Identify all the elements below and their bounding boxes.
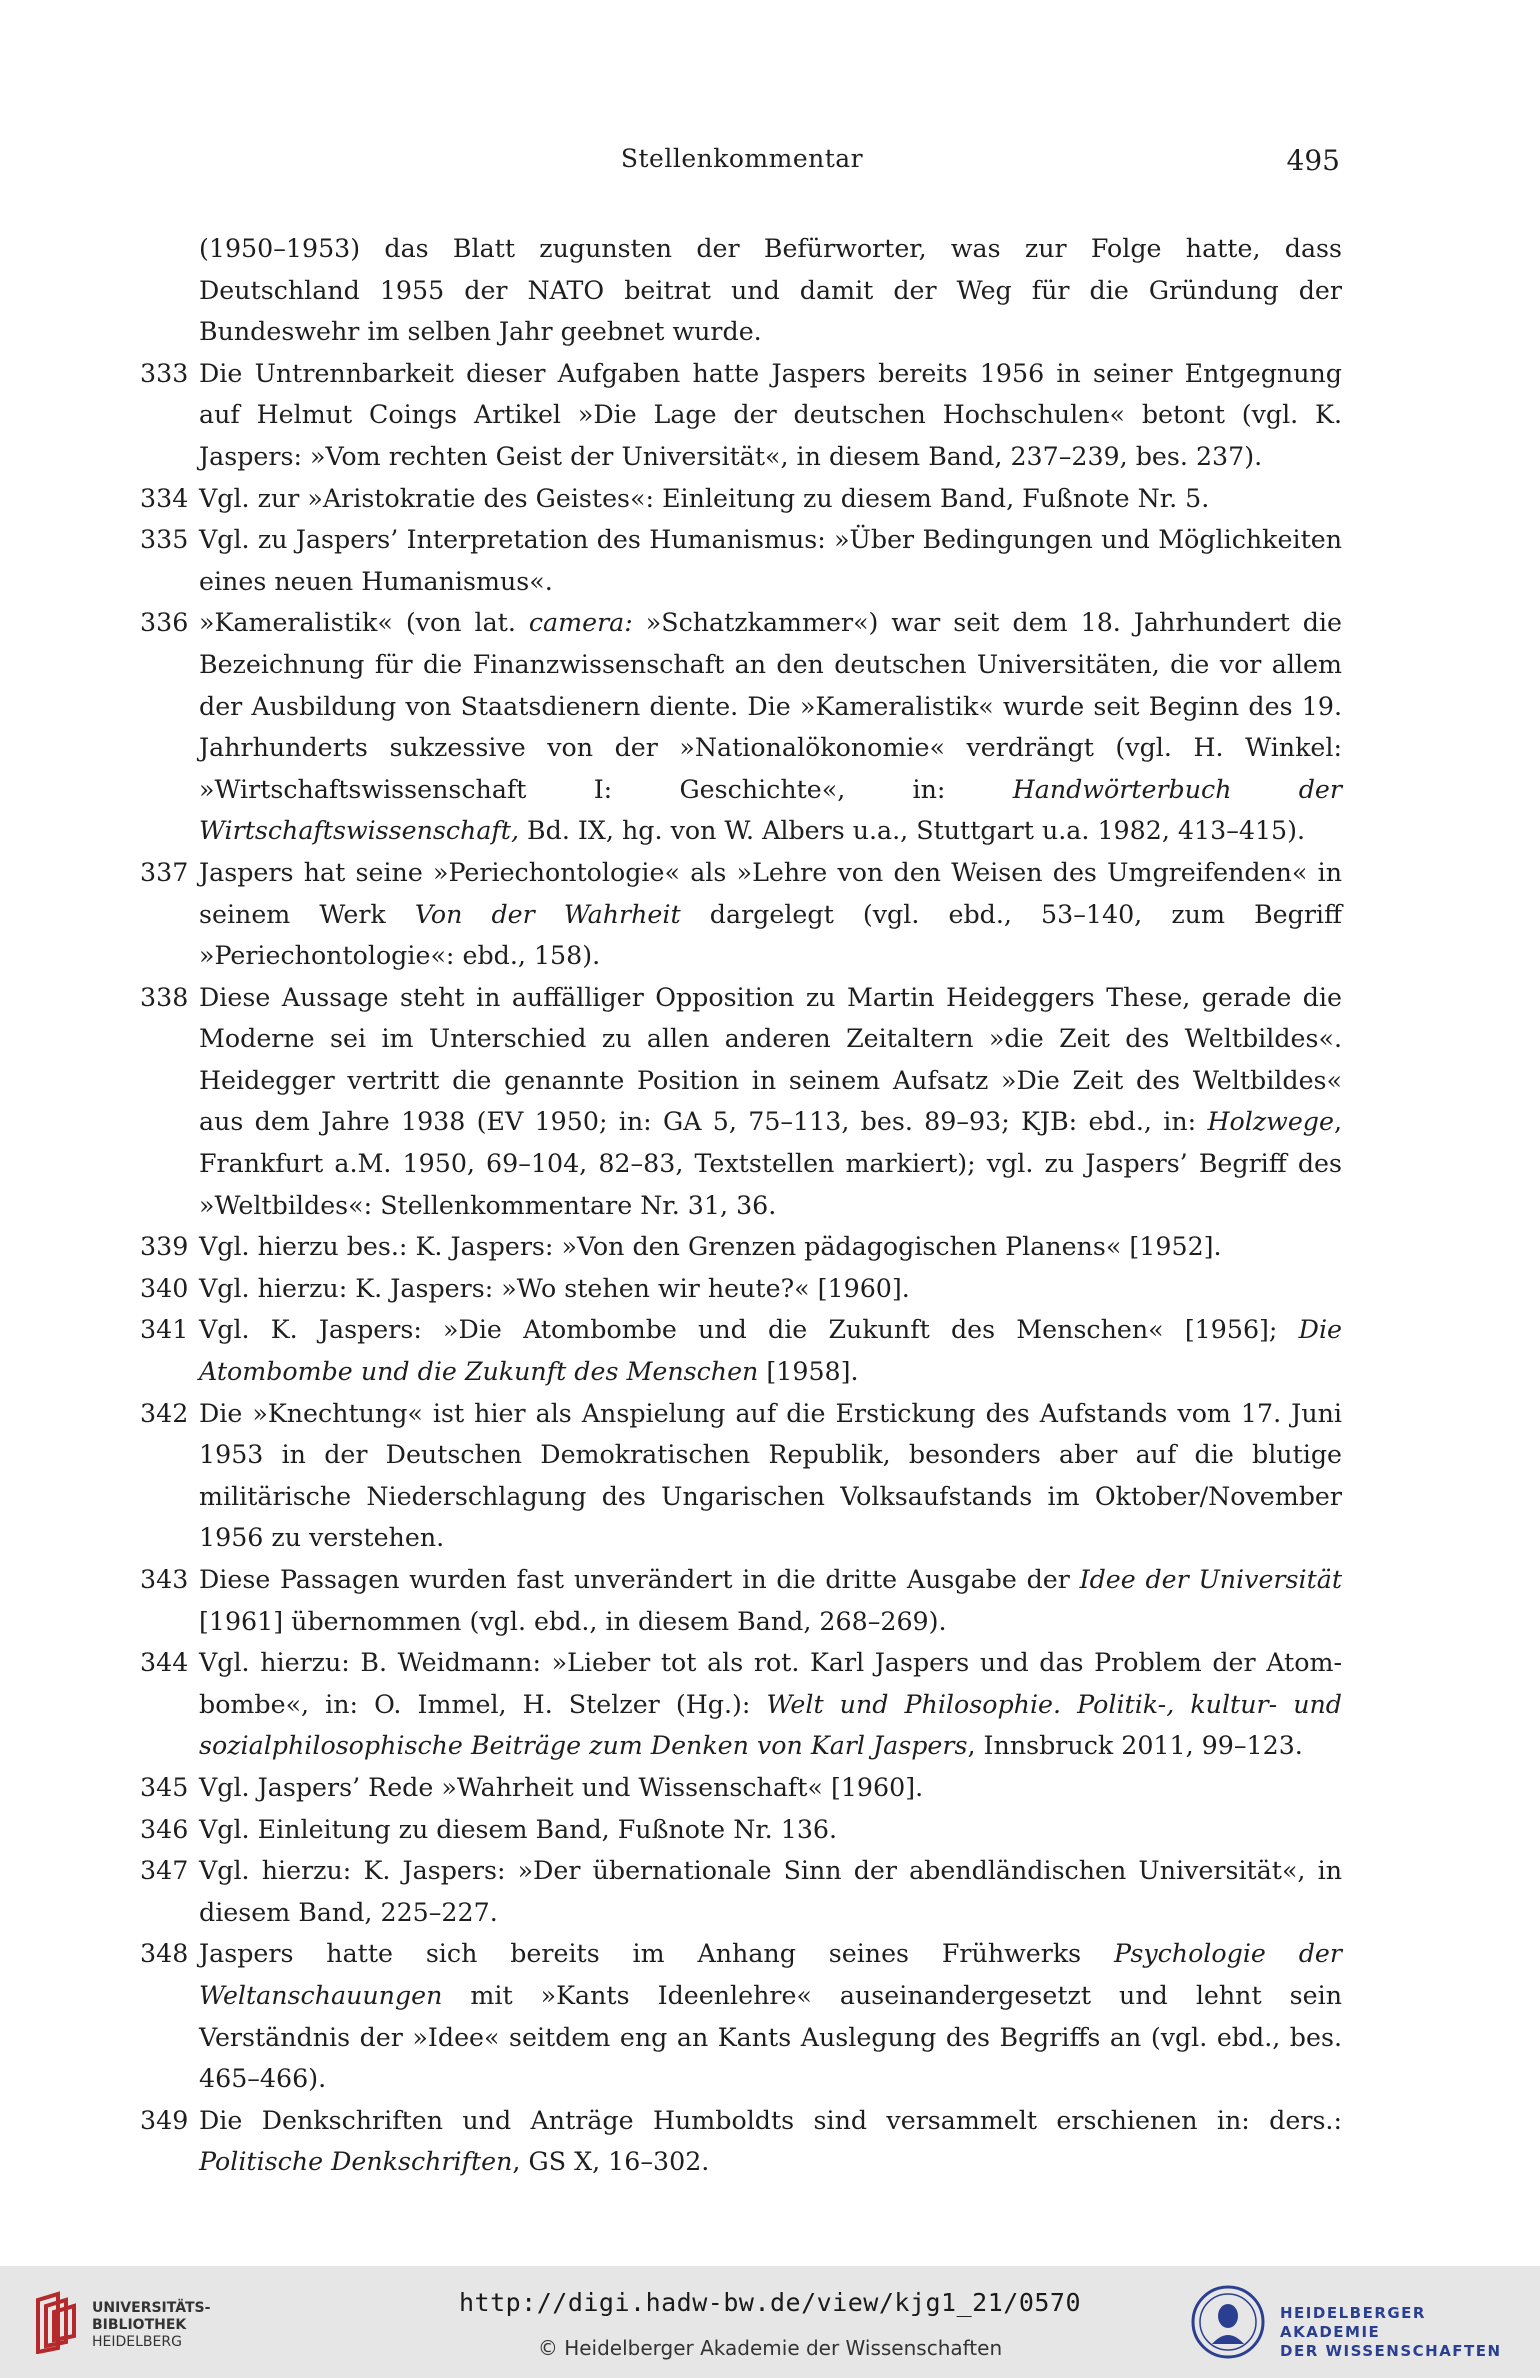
note-text: Diese Passagen wurden fast unverändert in die dritte Ausgabe der Idee der Universität [1961] übernommen (vgl. ebd., in diesem Band, 268–269).	[199, 1565, 1342, 1636]
note-entry	[136, 228, 1342, 353]
note-text: Diese Aussage steht in auffälliger Opposition zu Martin Heideggers These, gerade die Moderne sei im Unterschied zu allen anderen Zeitaltern »die Zeit des Weltbildes«. Heidegger vertritt die genannte Position in seinem Aufsatz »Die Zeit des Weltbildes« aus dem Jahre 1938 (EV 1950; in: GA 5, 75–113, bes. 89–93; KJB: ebd., in: Holzwege, Frankfurt a.M. 1950, 69–104, 82–83, Textstellen markiert); vgl. zu Jaspers’ Begriff des »Weltbildes«: Stellenkommentare Nr. 31, 36.	[199, 982, 1342, 1220]
note-number: 344	[140, 1648, 189, 1678]
note-entry	[136, 1809, 1342, 1851]
note-entry	[136, 1933, 1342, 2099]
note-text: Die »Knechtung« ist hier als Anspielung auf die Erstickung des Aufstands vom 17. Juni 1953 in der Deutschen Demokratischen Republik, besonders aber auf die blutige militärische Niederschlagung des Ungarischen Volksaufstands im Oktober/November 1956 zu verstehen.	[199, 1398, 1342, 1553]
note-entry	[136, 1642, 1342, 1767]
footer-copyright: © Heidelberger Akademie der Wissenschaften	[537, 2336, 1003, 2360]
library-logo-line3: HEIDELBERG	[92, 2334, 182, 2350]
note-text: Vgl. K. Jaspers: »Die Atombombe und die Zukunft des Menschen« [1956]; Die Atombombe und die Zukunft des Menschen [1958].	[199, 1315, 1342, 1387]
note-number: 335	[140, 525, 189, 555]
footer-url-link[interactable]: http://digi.hadw-bw.de/view/kjg1_21/0570	[458, 2288, 1082, 2317]
note-text: Jaspers hat seine »Periechontologie« als »Lehre von den Weisen des Umgreifenden« in seinem Werk Von der Wahrheit dargelegt (vgl. ebd., 53–140, zum Begriff »Periechontologie«: ebd., 158).	[199, 857, 1342, 971]
note-text: Vgl. hierzu bes.: K. Jaspers: »Von den Grenzen pädagogischen Planens« [1952].	[199, 1232, 1222, 1262]
page-number: 495	[1286, 144, 1340, 177]
note-entry	[136, 1559, 1342, 1642]
note-entry	[136, 852, 1342, 977]
note-text: Vgl. hierzu: B. Weidmann: »Lieber tot als rot. Karl Jaspers und das Problem der Atombombe«, in: O. Immel, H. Stelzer (Hg.): Welt und Philosophie. Politik-, kultur- und sozialphilosophische Beiträge zum Denken von Karl Jaspers, Innsbruck 2011, 99–123.	[199, 1648, 1342, 1761]
academy-logo-line1: HEIDELBERGER AKADEMIE	[1280, 2304, 1426, 2341]
note-text: Vgl. Einleitung zu diesem Band, Fußnote Nr. 136.	[199, 1814, 838, 1844]
note-number: 341	[140, 1315, 189, 1345]
note-entry	[136, 2100, 1342, 2183]
note-entry	[136, 1850, 1342, 1933]
note-text: Jaspers hatte sich bereits im Anhang seines Frühwerks Psychologie der Weltanschauungen mit »Kants Ideenlehre« auseinandergesetzt und lehnt sein Verständnis der »Idee« seitdem eng an Kants Auslegung des Begriffs an (vgl. ebd., bes. 465–466).	[199, 1939, 1342, 2094]
note-number: 345	[140, 1772, 189, 1802]
academy-seal-icon	[1190, 2284, 1266, 2360]
note-entry	[136, 1268, 1342, 1310]
note-entry	[136, 353, 1342, 478]
note-number: 348	[140, 1939, 189, 1969]
page-header	[0, 140, 1540, 180]
note-number: 346	[140, 1814, 189, 1844]
library-logo-line1: UNIVERSITÄTS-	[92, 2300, 211, 2316]
library-logo-line2: BIBLIOTHEK	[92, 2317, 187, 2333]
note-entry	[136, 1393, 1342, 1559]
note-number: 347	[140, 1856, 189, 1886]
running-head: Stellenkommentar	[620, 144, 864, 173]
note-number: 343	[140, 1565, 189, 1594]
note-text: Die Untrennbarkeit dieser Aufgaben hatte Jaspers bereits 1956 in seiner Entgegnung auf Helmut Coings Artikel »Die Lage der deutschen Hochschulen« betont (vgl. K. Jaspers: »Vom rechten Geist der Universität«, in diesem Band, 237–239, bes. 237).	[199, 358, 1342, 471]
note-number: 339	[140, 1232, 189, 1262]
academy-logo-line2: DER WISSENSCHAFTEN	[1280, 2342, 1502, 2360]
commentary-notes	[136, 228, 1342, 2183]
note-number: 342	[140, 1398, 189, 1428]
note-entry	[136, 1226, 1342, 1268]
academy-logo-text	[1280, 2304, 1530, 2361]
note-entry	[136, 519, 1342, 602]
note-number: 340	[140, 1273, 189, 1303]
note-text: Die Denkschriften und Anträge Humboldts sind versammelt erschienen in: ders.: Politische Denkschriften, GS X, 16–302.	[199, 2105, 1342, 2177]
note-entry	[136, 602, 1342, 852]
footer-bar	[0, 2266, 1540, 2378]
note-entry	[136, 1767, 1342, 1809]
note-number: 337	[140, 857, 189, 887]
note-text: Vgl. zur »Aristokratie des Geistes«: Einleitung zu diesem Band, Fußnote Nr. 5.	[199, 483, 1210, 513]
academy-logo[interactable]	[1190, 2280, 1530, 2364]
note-number: 336	[140, 608, 189, 638]
note-text: »Kameralistik« (von lat. camera: »Schatzkammer«) war seit dem 18. Jahrhundert die Bezeichnung für die Finanzwissenschaft an den deutschen Universitäten, die vor allem der Ausbildung von Staatsdienern diente. Die »Kameralistik« wurde seit Beginn des 19. Jahrhunderts sukzessive von der »Nationalökonomie« verdrängt (vgl. H. Winkel: »Wirtschaftswissenschaft I: Geschichte«, in: Handwörterbuch der Wirtschaftswissenschaft, Bd. IX, hg. von W. Albers u.a., Stuttgart u.a. 1982, 413–415).	[199, 608, 1342, 846]
note-number: 333	[140, 358, 189, 388]
note-entry	[136, 977, 1342, 1227]
note-number: 349	[140, 2105, 189, 2135]
note-number: 334	[140, 483, 189, 513]
note-text: (1950–1953) das Blatt zugunsten der Befürworter, was zur Folge hatte, dass Deutschland 1955 der NATO beitrat und damit der Weg für die Gründung der Bundeswehr im selben Jahr geebnet wurde.	[199, 234, 1342, 347]
note-text: Vgl. hierzu: K. Jaspers: »Der übernationale Sinn der abendländischen Universität«, in diesem Band, 225–227.	[199, 1856, 1342, 1927]
note-entry	[136, 1309, 1342, 1392]
note-text: Vgl. Jaspers’ Rede »Wahrheit und Wissenschaft« [1960].	[199, 1772, 924, 1802]
note-text: Vgl. hierzu: K. Jaspers: »Wo stehen wir heute?« [1960].	[199, 1273, 910, 1303]
note-text: Vgl. zu Jaspers’ Interpretation des Humanismus: »Über Bedingungen und Möglichkeiten eines neuen Humanismus«.	[199, 525, 1342, 596]
note-entry	[136, 478, 1342, 520]
note-number: 338	[140, 982, 189, 1012]
